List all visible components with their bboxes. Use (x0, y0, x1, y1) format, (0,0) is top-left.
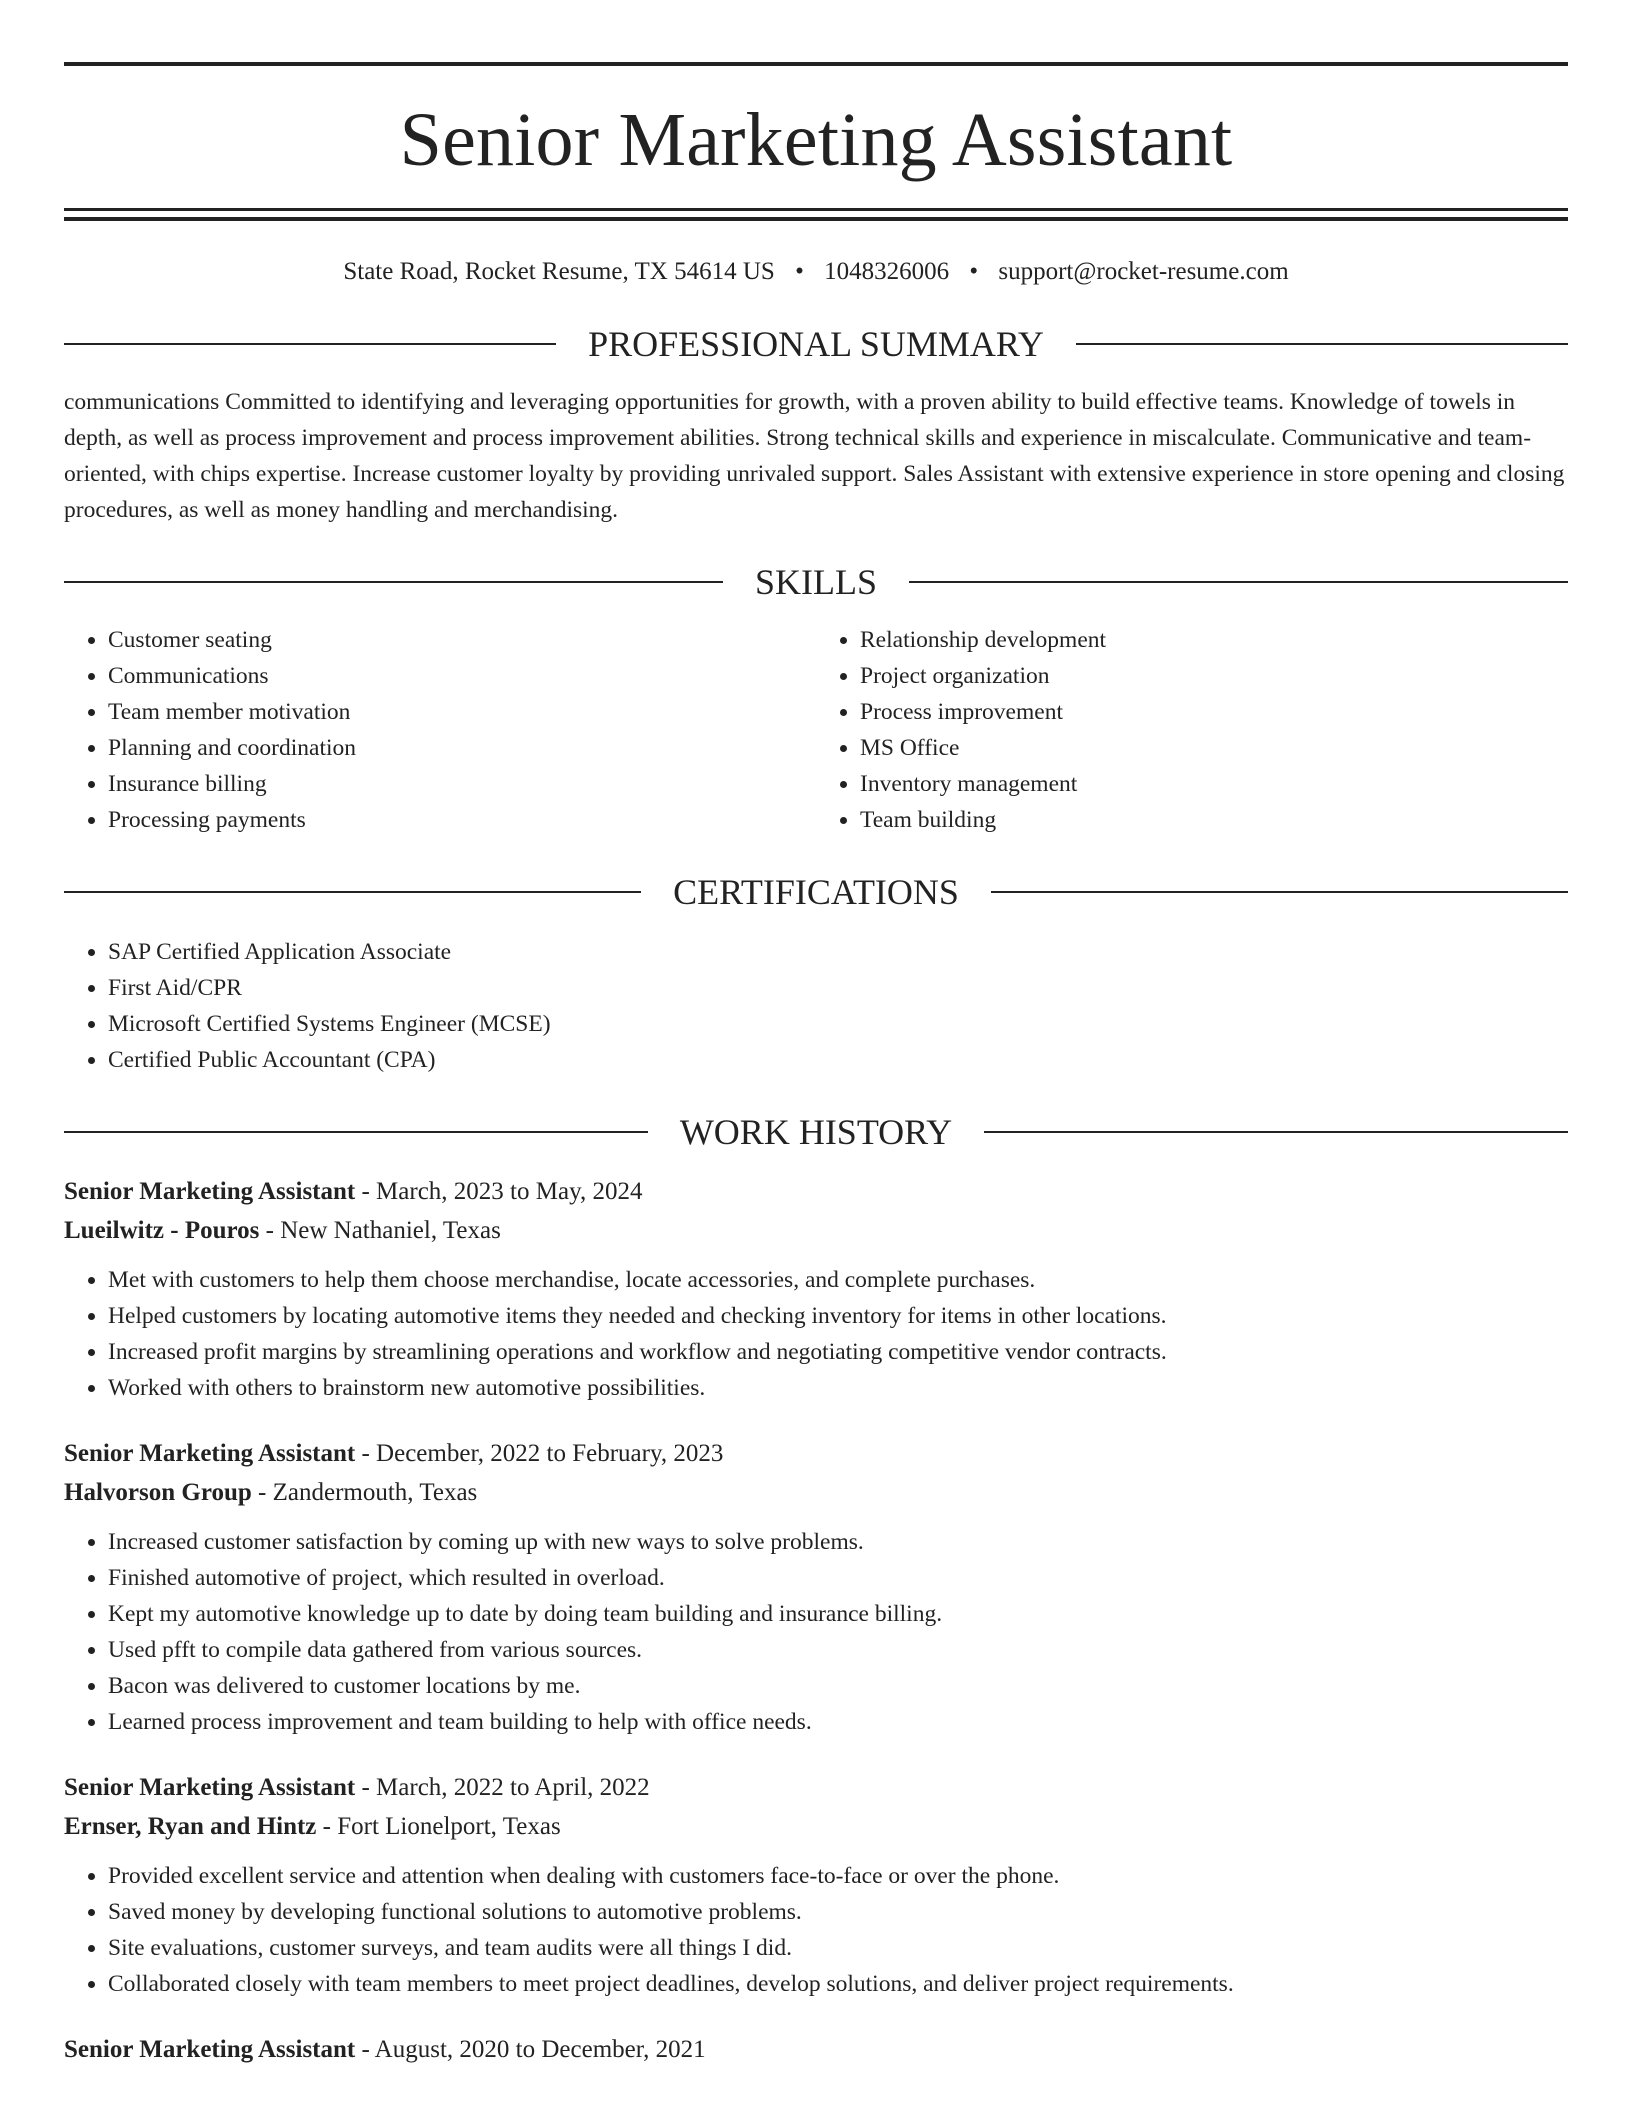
skill-item: • Communications (108, 658, 816, 694)
job-location: - New Nathaniel, Texas (259, 1217, 501, 1244)
summary-text: communications Committed to identifying and leveraging opportunities for growth, with a proven ability to build effective teams. Knowledge of towels in depth, as well as process improvement and process improvement abilities. Strong technical skills and experience in miscalculate. Communicative and team-oriented, with chips expertise. Increase customer loyalty by providing unrivaled support. Sales Assistant with extensive experience in store opening and closing procedures, as well as money handling and merchandising. (64, 389, 1565, 523)
job-dates: - August, 2020 to December, 2021 (355, 2036, 706, 2063)
job-bullet: • Site evaluations, customer surveys, and team audits were all things I did. (108, 1930, 1568, 1966)
job-role: Senior Marketing Assistant (64, 2036, 356, 2063)
job-entry (64, 2030, 1568, 2069)
job-location: - Zandermouth, Texas (251, 1479, 478, 1506)
job-entry (64, 1172, 1568, 1406)
job-bullets (64, 1858, 1568, 2002)
job-role-line (64, 2030, 1568, 2069)
skills-left-list (64, 622, 816, 838)
job-dates: - March, 2022 to April, 2022 (355, 1774, 650, 1801)
job-role-line (64, 1172, 1568, 1211)
work-title: WORK HISTORY (679, 1112, 953, 1152)
skills-section-header (64, 564, 1568, 600)
job-entry (64, 1768, 1568, 2002)
resume-name: Senior Marketing Assistant (399, 98, 1233, 182)
job-bullet: • Helped customers by locating automotive items they needed and checking inventory for items in other locations. (108, 1298, 1568, 1334)
job-company: Lueilwitz - Pouros (64, 1217, 260, 1244)
job-role-line (64, 1434, 1568, 1473)
job-role: Senior Marketing Assistant (64, 1440, 356, 1467)
job-bullet: • Increased customer satisfaction by coming up with new ways to solve problems. (108, 1524, 1568, 1560)
job-company-line (64, 1211, 1568, 1250)
work-section-header (64, 1114, 1568, 1150)
certification-item: • Certified Public Accountant (CPA) (108, 1042, 1568, 1078)
skill-item: • Inventory management (860, 766, 1568, 802)
certifications-title: CERTIFICATIONS (673, 872, 959, 912)
divider-line (909, 581, 1568, 583)
skill-item: • Planning and coordination (108, 730, 816, 766)
job-bullets (64, 1524, 1568, 1740)
contact-line (64, 259, 1568, 284)
job-bullets (64, 1262, 1568, 1406)
divider-line (64, 343, 556, 345)
certification-item: • Microsoft Certified Systems Engineer (MCSE) (108, 1006, 1568, 1042)
job-company-line (64, 1807, 1568, 1846)
divider-line (64, 1131, 648, 1133)
job-bullet: • Used pfft to compile data gathered from various sources. (108, 1632, 1568, 1668)
divider-line (984, 1131, 1568, 1133)
job-dates: - December, 2022 to February, 2023 (355, 1440, 724, 1467)
contact-email[interactable]: support@rocket-resume.com (998, 258, 1289, 285)
job-company: Halvorson Group (64, 1479, 252, 1506)
certifications-section-header (64, 874, 1568, 910)
skill-item: • Process improvement (860, 694, 1568, 730)
job-bullet: • Finished automotive of project, which resulted in overload. (108, 1560, 1568, 1596)
job-bullet: • Bacon was delivered to customer locations by me. (108, 1668, 1568, 1704)
job-role: Senior Marketing Assistant (64, 1774, 356, 1801)
job-entry (64, 1434, 1568, 1740)
contact-separator: • (969, 258, 979, 285)
job-bullet: • Met with customers to help them choose merchandise, locate accessories, and complete purchases. (108, 1262, 1568, 1298)
skill-item: • Insurance billing (108, 766, 816, 802)
certification-item: • SAP Certified Application Associate (108, 934, 1568, 970)
certification-item: • First Aid/CPR (108, 970, 1568, 1006)
divider-line (64, 581, 723, 583)
skill-item: • Project organization (860, 658, 1568, 694)
contact-address: State Road, Rocket Resume, TX 54614 US (343, 258, 775, 285)
skill-item: • Relationship development (860, 622, 1568, 658)
skills-title: SKILLS (755, 562, 878, 602)
contact-separator: • (795, 258, 804, 285)
top-rule (64, 62, 1568, 66)
skill-item: • Team building (860, 802, 1568, 838)
job-bullet: • Worked with others to brainstorm new automotive possibilities. (108, 1370, 1568, 1406)
skill-item: • MS Office (860, 730, 1568, 766)
job-dates: - March, 2023 to May, 2024 (355, 1178, 643, 1205)
skill-item: • Customer seating (108, 622, 816, 658)
job-company: Ernser, Ryan and Hintz (64, 1813, 317, 1840)
job-bullet: • Provided excellent service and attention when dealing with customers face-to-face or over the phone. (108, 1858, 1568, 1894)
skills-right-list (816, 622, 1568, 838)
job-role: Senior Marketing Assistant (64, 1178, 356, 1205)
divider-line (1076, 343, 1568, 345)
job-bullet: • Collaborated closely with team members to meet project deadlines, develop solutions, and deliver project requirements. (108, 1966, 1568, 2002)
job-location: - Fort Lionelport, Texas (316, 1813, 561, 1840)
job-bullet: • Kept my automotive knowledge up to date by doing team building and insurance billing. (108, 1596, 1568, 1632)
skills-grid (64, 622, 1568, 838)
job-bullet: • Increased profit margins by streamlining operations and workflow and negotiating competitive vendor contracts. (108, 1334, 1568, 1370)
divider-line (64, 891, 641, 893)
job-role-line (64, 1768, 1568, 1807)
job-company-line (64, 1473, 1568, 1512)
header-double-rule (64, 208, 1568, 221)
job-bullet: • Learned process improvement and team building to help with office needs. (108, 1704, 1568, 1740)
skill-item: • Team member motivation (108, 694, 816, 730)
summary-section-header (64, 326, 1568, 362)
skill-item: • Processing payments (108, 802, 816, 838)
job-bullet: • Saved money by developing functional solutions to automotive problems. (108, 1894, 1568, 1930)
certifications-list (64, 934, 1568, 1078)
divider-line (991, 891, 1568, 893)
summary-title: PROFESSIONAL SUMMARY (588, 324, 1044, 364)
contact-phone[interactable]: 1048326006 (824, 258, 950, 285)
